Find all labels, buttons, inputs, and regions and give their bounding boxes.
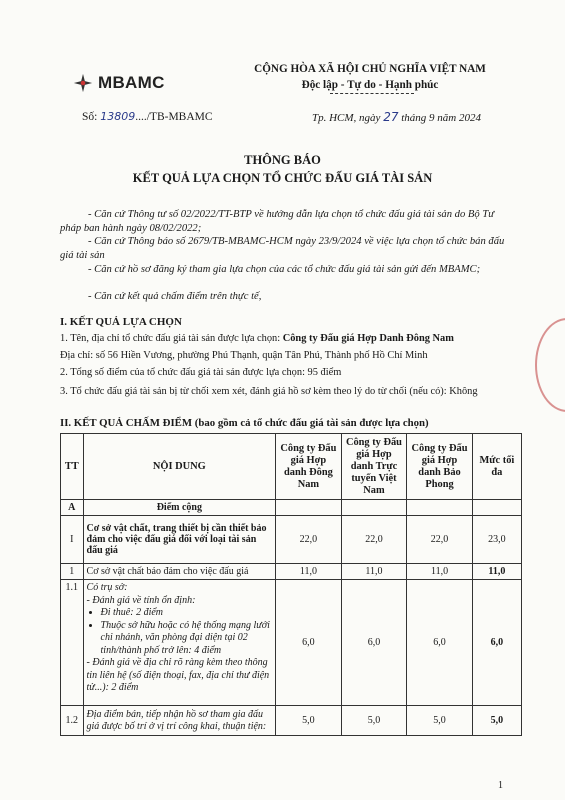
row-1-v1: 11,0: [276, 564, 342, 580]
row-1-max: 11,0: [472, 564, 521, 580]
empty-cell: [407, 500, 473, 516]
table-row: [61, 706, 522, 736]
selected-organization: Công ty Đấu giá Hợp Danh Đông Nam: [282, 333, 454, 344]
row-1-v2: 11,0: [341, 564, 407, 580]
row-i-v2: 22,0: [341, 516, 407, 564]
section-1-item-1: [60, 333, 520, 344]
row-11-v3: 6,0: [407, 580, 473, 706]
row-i-v1: 22,0: [276, 516, 342, 564]
empty-cell: [276, 500, 342, 516]
red-stamp-seal: [535, 318, 565, 412]
row-1-content: Cơ sở vật chất bảo đảm cho việc đấu giá: [83, 564, 276, 580]
score-table: [60, 433, 522, 736]
date-prefix: Tp. HCM, ngày: [312, 112, 381, 124]
row-i-max: 23,0: [472, 516, 521, 564]
basis-3: - Căn cứ hồ sơ đăng ký tham gia lựa chọn của các tổ chức đấu giá tài sản gửi đến MBAMC;: [88, 264, 481, 275]
row-12-v2: 5,0: [341, 706, 407, 736]
basis-2: - Căn cứ Thông báo số 2679/TB-MBAMC-HCM ngày 23/9/2024 về việc lựa chọn tổ chức bán đấu giá tài sản: [60, 236, 505, 261]
motto: Độc lập - Tự do - Hạnh phúc: [301, 79, 439, 91]
col-header-bao-phong: Công ty Đấu giá Hợp danh Bảo Phong: [407, 434, 473, 500]
document-date: [312, 110, 481, 124]
row-11-bullet-2: • Thuộc sở hữu hoặc có hệ thống mạng lưới chi nhánh, văn phòng đại diện tại 02 tỉnh/thành phố trở lên: 4 điểm: [101, 620, 273, 658]
table-row: [61, 500, 522, 516]
date-day-handwritten: 27: [383, 110, 399, 124]
row-11-line-1: Có trụ sở:: [86, 582, 128, 593]
empty-cell: [472, 500, 521, 516]
date-suffix: tháng 9 năm 2024: [401, 112, 481, 124]
motto-underline: [330, 93, 414, 94]
row-11-content: [83, 580, 276, 706]
col-header-content: NỘI DUNG: [83, 434, 276, 500]
star-logo-icon: [72, 72, 94, 94]
republic-heading: CỘNG HÒA XÃ HỘI CHỦ NGHĨA VIỆT NAM: [254, 63, 486, 75]
section-2-note: (bao gồm cả tổ chức đấu giá tài sản được lựa chọn): [192, 417, 429, 429]
row-12-v1: 5,0: [276, 706, 342, 736]
row-11-v2: 6,0: [341, 580, 407, 706]
row-12-max: 5,0: [472, 706, 521, 736]
empty-cell: [341, 500, 407, 516]
row-a-content: Điểm cộng: [83, 500, 276, 516]
table-header-row: [61, 434, 522, 500]
col-header-dong-nam: Công ty Đấu giá Hợp danh Đông Nam: [276, 434, 342, 500]
row-11-line-3: - Đánh giá về địa chỉ rõ ràng kèm theo thông tin liên hệ (số điện thoại, fax, địa chỉ thư điện tử...): 2 điểm: [86, 657, 270, 693]
row-12-content: Địa điểm bán, tiếp nhận hồ sơ tham gia đấu giá được bố trí ở vị trí công khai, thuận tiện:: [83, 706, 276, 736]
table-row: [61, 516, 522, 564]
row-11-tt: 1.1: [61, 580, 84, 706]
row-11-bullets: [87, 607, 273, 657]
so-label: Số:: [82, 111, 98, 123]
company-logo: [72, 72, 165, 94]
row-1-v3: 11,0: [407, 564, 473, 580]
section-1-item-2: 2. Tổng số điểm của tổ chức đấu giá tài sản được lựa chọn: 95 điểm: [60, 367, 342, 378]
col-header-max: Mức tối đa: [472, 434, 521, 500]
so-suffix: ..../TB-MBAMC: [135, 111, 213, 123]
row-11-bullet-1: • Đi thuê: 2 điểm: [101, 607, 273, 620]
table-row: [61, 580, 522, 706]
section-2-title: II. KẾT QUẢ CHẤM ĐIỂM: [60, 417, 193, 429]
item-1-label: 1. Tên, địa chỉ tổ chức đấu giá tài sản được lựa chọn:: [60, 333, 283, 344]
row-12-v3: 5,0: [407, 706, 473, 736]
logo-text: MBAMC: [98, 73, 165, 92]
row-i-tt: I: [61, 516, 84, 564]
notice-title: THÔNG BÁO: [244, 153, 321, 167]
basis-1: - Căn cứ Thông tư số 02/2022/TT-BTP về hướng dẫn lựa chọn tổ chức đấu giá tài sản do Bộ Tư pháp ban hành ngày 08/02/2022;: [60, 209, 494, 234]
row-11-v1: 6,0: [276, 580, 342, 706]
section-1-item-3: 3. Tổ chức đấu giá tài sản bị từ chối xem xét, đánh giá hồ sơ kèm theo lý do từ chối (nếu có): Không: [60, 386, 478, 397]
row-i-content: Cơ sở vật chất, trang thiết bị cần thiết bảo đảm cho việc đấu giá đối với loại tài sản đấu giá: [83, 516, 276, 564]
basis-4: - Căn cứ kết quả chấm điểm trên thực tế,: [88, 291, 262, 302]
col-header-tt: TT: [61, 434, 84, 500]
row-11-max: 6,0: [472, 580, 521, 706]
selected-address: Địa chỉ: số 56 Hiền Vương, phường Phú Thạnh, quận Tân Phú, Thành phố Hồ Chí Minh: [60, 350, 428, 361]
section-2-heading: [60, 417, 429, 429]
row-12-tt: 1.2: [61, 706, 84, 736]
document-number: [82, 110, 213, 123]
row-1-tt: 1: [61, 564, 84, 580]
table-row: [61, 564, 522, 580]
row-i-v3: 22,0: [407, 516, 473, 564]
col-header-truc-tuyen: Công ty Đấu giá Hợp danh Trực tuyến Việt Nam: [341, 434, 407, 500]
notice-subtitle: KẾT QUẢ LỰA CHỌN TỔ CHỨC ĐẤU GIÁ TÀI SẢN: [132, 171, 433, 185]
section-1-heading: I. KẾT QUẢ LỰA CHỌN: [60, 316, 182, 328]
page-number: 1: [498, 780, 503, 791]
row-a-tt: A: [61, 500, 84, 516]
so-number-handwritten: 13809: [100, 110, 136, 123]
row-11-line-2: - Đánh giá về tính ổn định:: [86, 594, 196, 606]
